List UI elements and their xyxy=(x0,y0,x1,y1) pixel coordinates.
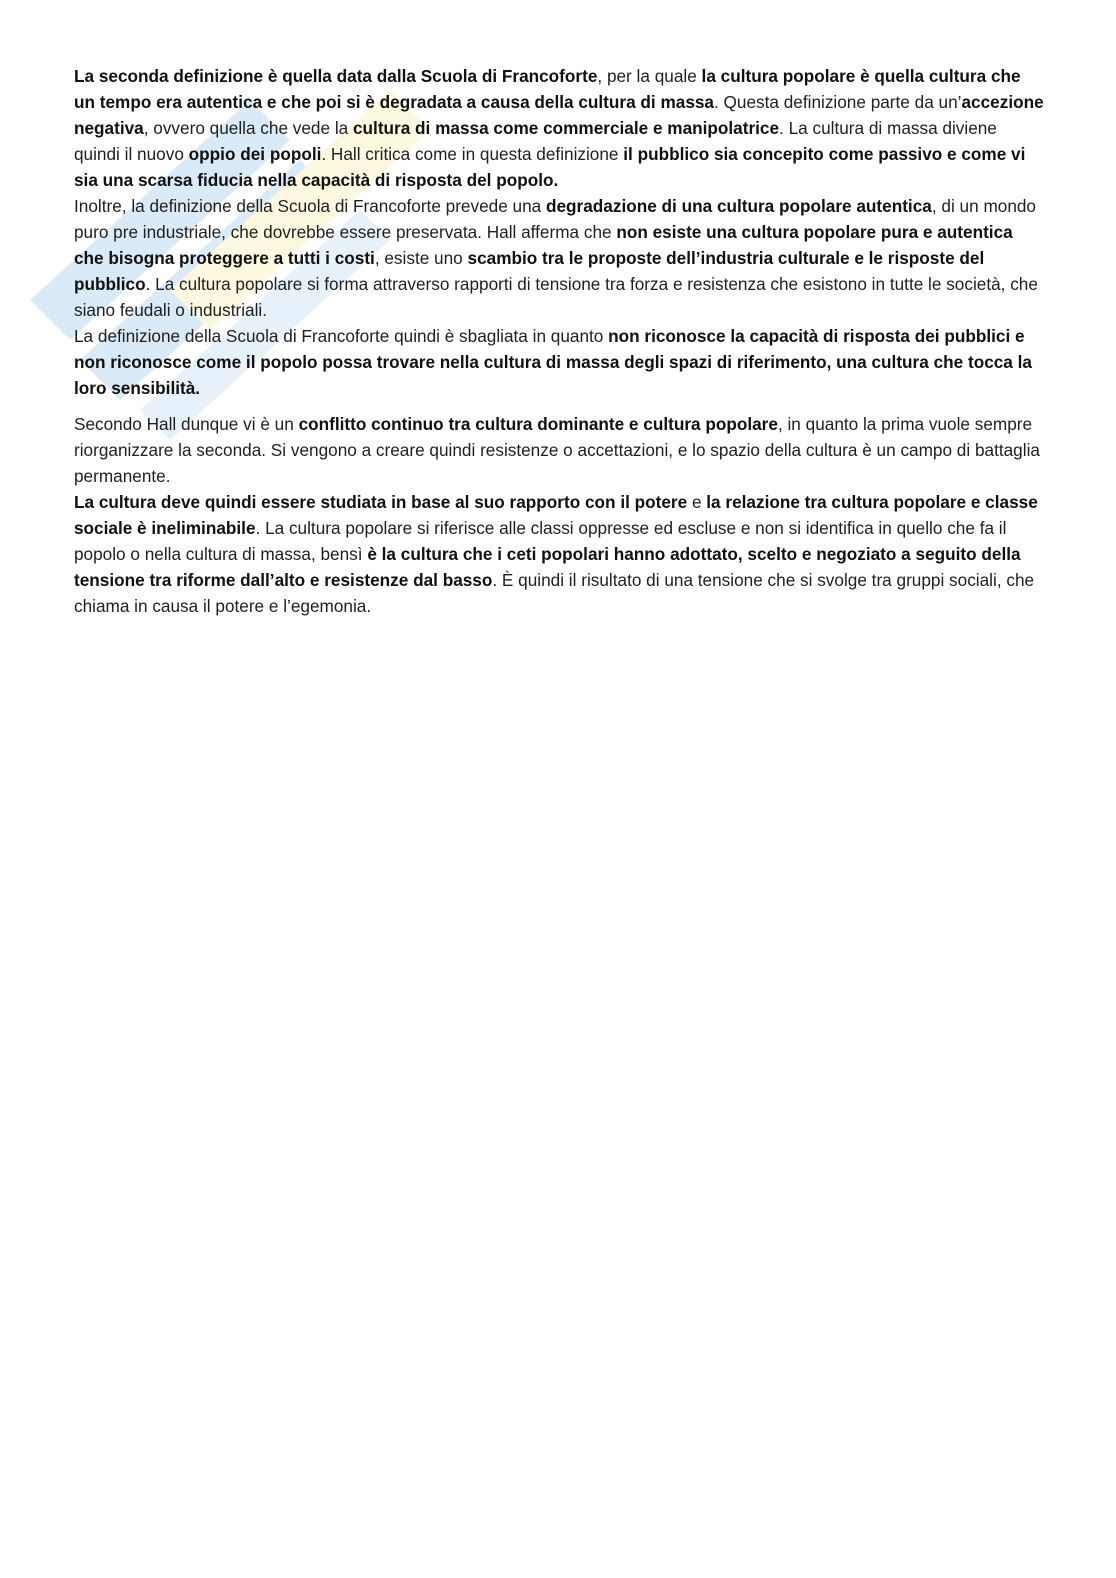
paragraph-potere xyxy=(74,489,1046,619)
text-run: Secondo Hall dunque vi è un xyxy=(74,414,299,434)
text-run: . È quindi il risultato di una tensione che si svolge tra gruppi sociali, che chiama in causa il potere e l’egemonia. xyxy=(74,570,1035,616)
bold-text-run: oppio dei popoli xyxy=(188,144,322,164)
bold-text-run: cultura di massa come commerciale e manipolatrice xyxy=(352,118,780,138)
paragraph-degradazione xyxy=(74,193,1046,323)
text-run: , esiste uno xyxy=(374,248,468,268)
text-run: , in quanto la prima vuole sempre riorganizzare la seconda. Si vengono a creare quindi resistenze o accettazioni, e lo spazio della cultura è un campo di battaglia permanente. xyxy=(74,414,1040,486)
bold-text-run: la relazione tra cultura popolare e classe sociale è ineliminabile xyxy=(74,492,1038,538)
paragraph-conflitto xyxy=(74,411,1046,489)
text-run: , per la quale xyxy=(597,66,702,86)
bold-text-run: La cultura deve quindi essere studiata in base al suo rapporto con il potere xyxy=(74,492,688,512)
bold-text-run: scambio tra le proposte dell’industria culturale e le risposte del pubblico xyxy=(74,248,985,294)
text-run: . La cultura di massa diviene quindi il nuovo xyxy=(74,118,997,164)
text-run: . La cultura popolare si riferisce alle classi oppresse ed escluse e non si identifica in quello che fa il popolo o nella cultura di massa, bensì xyxy=(74,518,1007,564)
bold-text-run: non esiste una cultura popolare pura e autentica che bisogna proteggere a tutti i costi xyxy=(74,222,1013,268)
bold-text-run: è la cultura che i ceti popolari hanno adottato, scelto e negoziato a seguito della tensione tra riforme dall’alto e resistenze dal basso xyxy=(74,544,1021,590)
bold-text-run: il pubblico sia concepito come passivo e come vi sia una scarsa fiducia nella capacità di risposta del popolo. xyxy=(74,144,1026,190)
bold-text-run: la cultura popolare è quella cultura che un tempo era autentica e che poi si è degradata a causa della cultura di massa xyxy=(74,66,1021,112)
text-run: , di un mondo puro pre industriale, che dovrebbe essere preservata. Hall afferma che xyxy=(74,196,1036,242)
paragraph-scuola-francoforte xyxy=(74,63,1046,193)
bold-text-run: conflitto continuo tra cultura dominante e cultura popolare xyxy=(298,414,778,434)
bold-text-run: La seconda definizione è quella data dalla Scuola di Francoforte xyxy=(74,66,598,86)
paragraph-critica-definizione xyxy=(74,323,1046,401)
bold-text-run: accezione negativa xyxy=(74,92,1044,138)
document-body xyxy=(74,63,1046,619)
bold-text-run: degradazione di una cultura popolare autentica xyxy=(546,196,932,216)
text-run: . Hall critica come in questa definizione xyxy=(321,144,624,164)
text-run: Inoltre, la definizione della Scuola di Francoforte prevede una xyxy=(74,196,546,216)
text-run: La definizione della Scuola di Francoforte quindi è sbagliata in quanto xyxy=(74,326,609,346)
text-run: , ovvero quella che vede la xyxy=(143,118,353,138)
text-run: e xyxy=(687,492,707,512)
text-run: . La cultura popolare si forma attraverso rapporti di tensione tra forza e resistenza che esistono in tutte le società, che siano feudali o industriali. xyxy=(74,274,1038,320)
text-run: . Questa definizione parte da un’ xyxy=(714,92,962,112)
bold-text-run: non riconosce la capacità di risposta dei pubblici e non riconosce come il popolo possa trovare nella cultura di massa degli spazi di riferimento, una cultura che tocca la loro sensibilità. xyxy=(74,326,1032,398)
